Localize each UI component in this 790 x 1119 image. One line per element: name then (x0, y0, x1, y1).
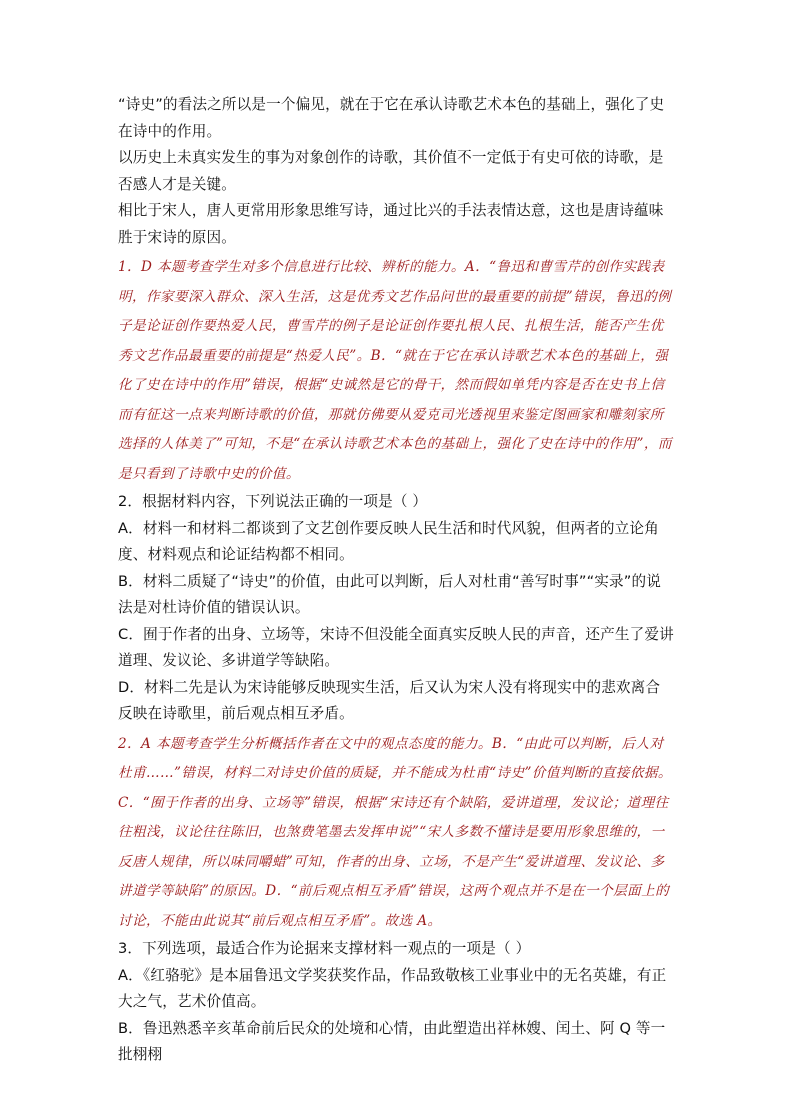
paragraph-tang-song-comparison: 相比于宋人，唐人更常用形象思维写诗，通过比兴的手法表情达意，这也是唐诗蕴味胜于宋诗的原因。 (118, 202, 664, 246)
paragraph-fictional-poetry-value: 以历史上未真实发生的事为对象创作的诗歌，其价值不一定低于有史可依的诗歌，是否感人才是关键。 (118, 149, 664, 193)
question-2-option-c: C．囿于作者的出身、立场等，宋诗不但没能全面真实反映人民的声音，还产生了爱讲道理、发议论、多讲道学等缺陷。 (118, 625, 674, 669)
question-3-option-a: A．《红骆驼》是本届鲁迅文学奖获奖作品，作品致敬核工业事业中的无名英雄，有正大之气，艺术价值高。 (118, 966, 667, 1010)
question-2-option-b: B．材料二质疑了“诗史”的价值，由此可以判断，后人对杜甫“善写时事”“实录”的说法是对杜诗价值的错误认识。 (118, 572, 661, 616)
question-2-option-a: A．材料一和材料二都谈到了文艺创作要反映人民生活和时代风貌，但两者的立论角度、材料观点和论证结构都不相同。 (118, 519, 659, 563)
document-page (118, 92, 674, 1069)
question-2-option-d: D．材料二先是认为宋诗能够反映现实生活，后又认为宋人没有将现实中的悲欢离合反映在诗歌里，前后观点相互矛盾。 (118, 678, 661, 722)
answer-explanation-2: 2．A 本题考查学生分析概括作者在文中的观点态度的能力。B．“由此可以判断，后人对杜甫……”错误，材料二对诗史价值的质疑，并不能成为杜甫“诗史”价值判断的直接依据。C．“囿于作者的出身、立场等”错误，根据“宋诗还有个缺陷，爱讲道理，发议论；道理往往粗浅，议论往往陈旧，也煞费笔墨去发挥申说”“宋人多数不懂诗是要用形象思维的，一反唐人规律，所以味同嚼蜡”可知，作者的出身、立场，不是产生“爱讲道理、发议论、多讲道学等缺陷”的原因。D．“前后观点相互矛盾”错误，这两个观点并不是在一个层面上的讨论，不能由此说其“前后观点相互矛盾”。故选 A。 (118, 735, 672, 929)
question-2-stem: 2．根据材料内容，下列说法正确的一项是（ ） (118, 493, 428, 510)
paragraph-poetry-history-bias: “诗史”的看法之所以是一个偏见，就在于它在承认诗歌艺术本色的基础上，强化了史在诗中的作用。 (118, 96, 665, 140)
question-3-option-b: B．鲁迅熟悉辛亥革命前后民众的处境和心情，由此塑造出祥林嫂、闰土、阿 Q 等一批栩栩 (118, 1019, 666, 1063)
answer-explanation-1: 1．D 本题考查学生对多个信息进行比较、辨析的能力。A．“鲁迅和曹雪芹的创作实践表明，作家要深入群众、深入生活，这是优秀文艺作品问世的最重要的前提”错误，鲁迅的例子是论证创作要热爱人民，曹雪芹的例子是论证创作要扎根人民、扎根生活，能否产生优秀文艺作品最重要的前提是“热爱人民”。B．“就在于它在承认诗歌艺术本色的基础上，强化了史在诗中的作用”错误，根据“史诚然是它的骨干，然而假如单凭内容是否在史书上信而有征这一点来判断诗歌的价值，那就仿佛要从爱克司光透视里来鉴定图画家和雕刻家所选择的人体美了”可知，不是“在承认诗歌艺术本色的基础上，强化了史在诗中的作用”，而是只看到了诗歌中史的价值。 (118, 259, 672, 482)
question-3-stem: 3．下列选项，最适合作为论据来支撑材料一观点的一项是（ ） (118, 940, 531, 957)
